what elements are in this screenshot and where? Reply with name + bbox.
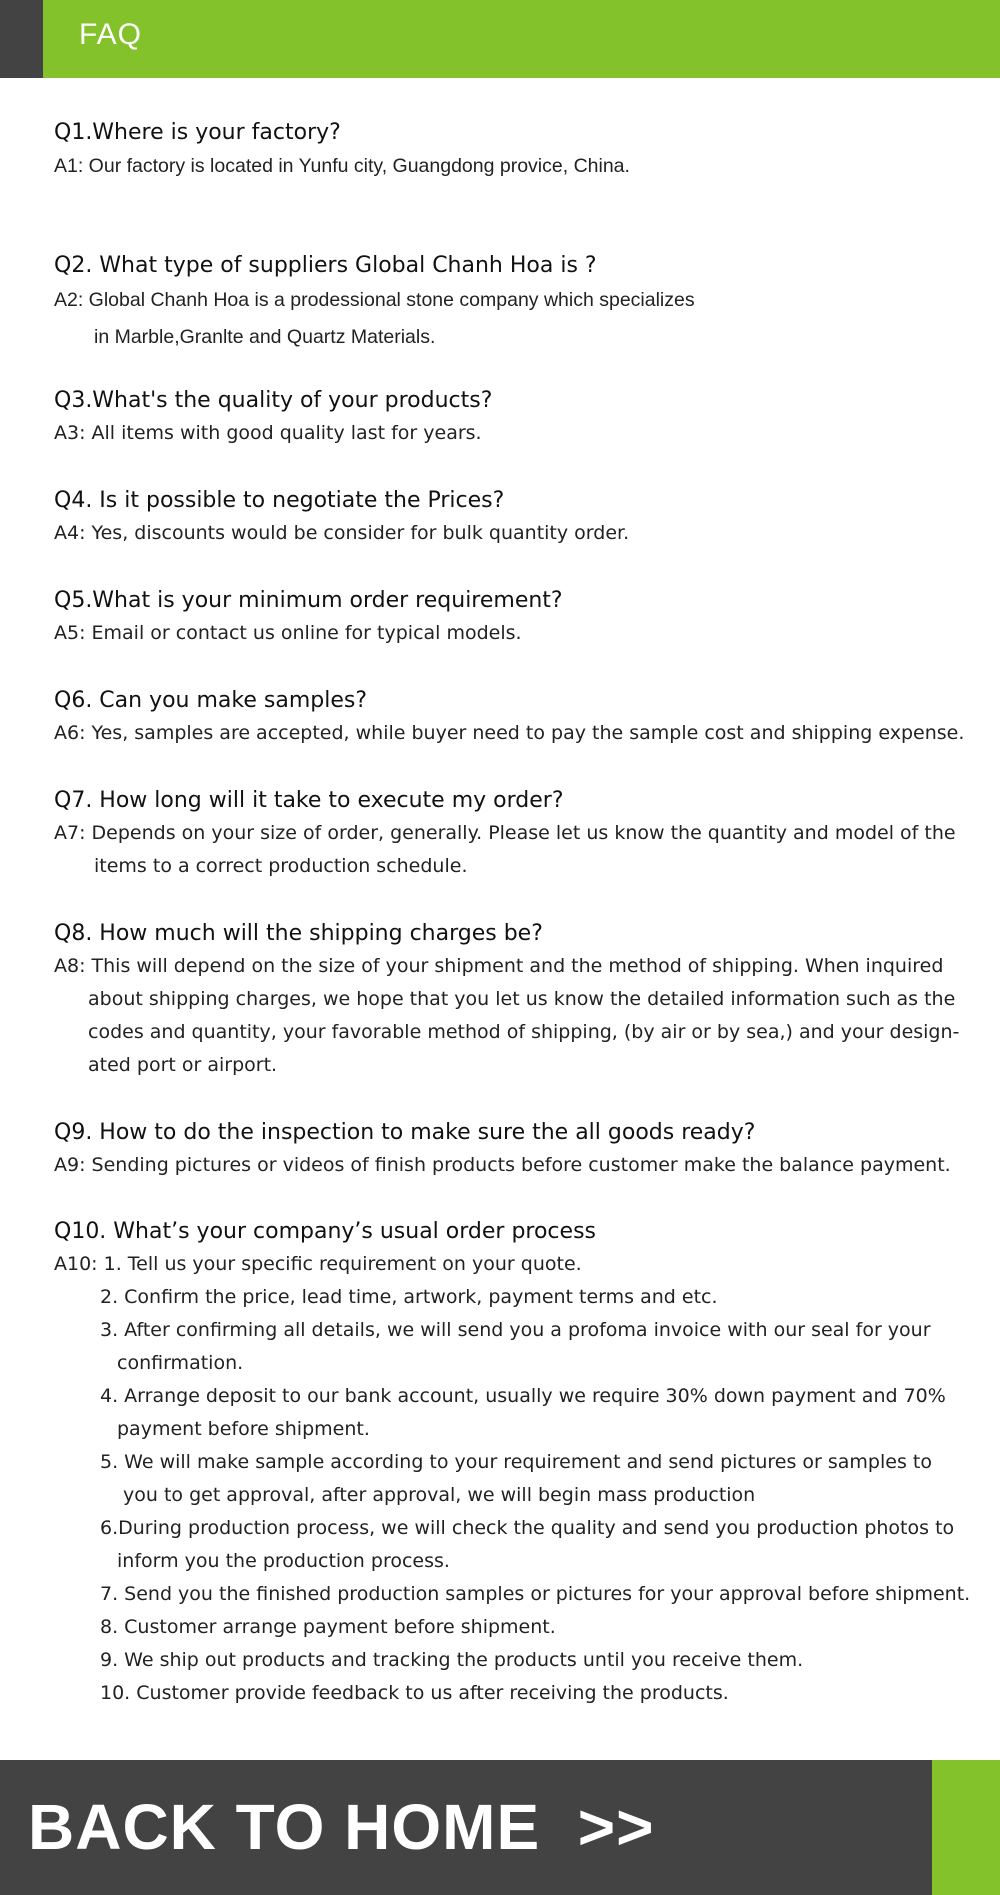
faq-answer-10: A10: 1. Tell us your specific requirement on your quote. bbox=[54, 1253, 582, 1275]
order-step-4: 4. Arrange deposit to our bank account, usually we require 30% down payment and 70% bbox=[100, 1385, 946, 1407]
faq-answer-9: A9: Sending pictures or videos of finish products before customer make the balance payment. bbox=[54, 1154, 951, 1176]
faq-question-6: Q6. Can you make samples? bbox=[54, 688, 368, 713]
order-step-9: 9. We ship out products and tracking the products until you receive them. bbox=[100, 1649, 804, 1671]
footer-green-block bbox=[932, 1760, 1000, 1895]
back-to-home-button[interactable] bbox=[0, 1760, 932, 1895]
faq-answer-8-cont-3: ated port or airport. bbox=[88, 1054, 278, 1076]
faq-answer-2-cont: in Marble,Granlte and Quartz Materials. bbox=[94, 326, 436, 348]
faq-answer-7-cont: items to a correct production schedule. bbox=[94, 855, 468, 877]
order-step-5: 5. We will make sample according to your requirement and send pictures or samples to bbox=[100, 1451, 932, 1473]
header-green-bar bbox=[43, 0, 1000, 78]
back-to-home-label: BACK TO HOME >> bbox=[28, 1791, 655, 1863]
faq-answer-4: A4: Yes, discounts would be consider for bulk quantity order. bbox=[54, 522, 630, 544]
faq-answer-8: A8: This will depend on the size of your shipment and the method of shipping. When inquired bbox=[54, 955, 944, 977]
faq-header bbox=[0, 0, 1000, 78]
order-step-3: 3. After confirming all details, we will send you a profoma invoice with our seal for your bbox=[100, 1319, 931, 1341]
order-step-6: 6.During production process, we will check the quality and send you production photos to bbox=[100, 1517, 955, 1539]
faq-answer-8-cont-2: codes and quantity, your favorable method of shipping, (by air or by sea,) and your design- bbox=[88, 1021, 960, 1043]
faq-question-8: Q8. How much will the shipping charges be? bbox=[54, 921, 543, 946]
faq-answer-7: A7: Depends on your size of order, generally. Please let us know the quantity and model of the bbox=[54, 822, 956, 844]
faq-question-10: Q10. What’s your company’s usual order process bbox=[54, 1219, 596, 1244]
faq-question-3: Q3.What's the quality of your products? bbox=[54, 388, 493, 413]
faq-answer-3: A3: All items with good quality last for years. bbox=[54, 422, 482, 444]
order-step-3-cont: confirmation. bbox=[117, 1352, 244, 1374]
faq-question-4: Q4. Is it possible to negotiate the Prices? bbox=[54, 488, 505, 513]
order-step-6-cont: inform you the production process. bbox=[117, 1550, 450, 1572]
footer bbox=[0, 1760, 1000, 1895]
faq-question-7: Q7. How long will it take to execute my order? bbox=[54, 788, 564, 813]
faq-question-2: Q2. What type of suppliers Global Chanh Hoa is ? bbox=[54, 253, 597, 278]
faq-question-9: Q9. How to do the inspection to make sure the all goods ready? bbox=[54, 1120, 756, 1145]
header-dark-block bbox=[0, 0, 43, 78]
faq-answer-2: A2: Global Chanh Hoa is a prodessional stone company which specializes bbox=[54, 289, 695, 311]
faq-answer-1: A1: Our factory is located in Yunfu city, Guangdong provice, China. bbox=[54, 155, 630, 177]
order-step-2: 2. Confirm the price, lead time, artwork, payment terms and etc. bbox=[100, 1286, 718, 1308]
faq-question-1: Q1.Where is your factory? bbox=[54, 120, 341, 145]
order-step-10: 10. Customer provide feedback to us after receiving the products. bbox=[100, 1682, 729, 1704]
order-step-4-cont: payment before shipment. bbox=[117, 1418, 370, 1440]
faq-answer-5: A5: Email or contact us online for typical models. bbox=[54, 622, 522, 644]
faq-question-5: Q5.What is your minimum order requirement? bbox=[54, 588, 563, 613]
order-step-5-cont: you to get approval, after approval, we will begin mass production bbox=[123, 1484, 756, 1506]
faq-answer-8-cont-1: about shipping charges, we hope that you let us know the detailed information such as the bbox=[88, 988, 956, 1010]
faq-answer-6: A6: Yes, samples are accepted, while buyer need to pay the sample cost and shipping expense. bbox=[54, 722, 965, 744]
order-step-8: 8. Customer arrange payment before shipment. bbox=[100, 1616, 556, 1638]
page-title: FAQ bbox=[79, 18, 143, 51]
order-step-7: 7. Send you the finished production samples or pictures for your approval before shipment. bbox=[100, 1583, 971, 1605]
